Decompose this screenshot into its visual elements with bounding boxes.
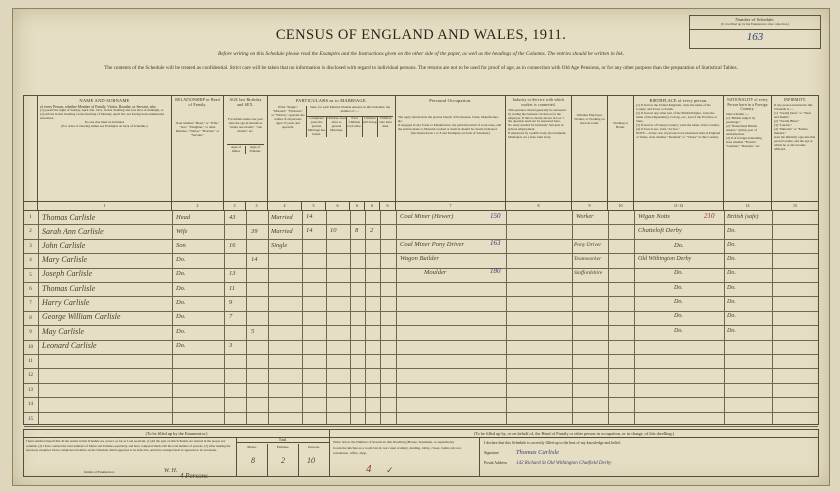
census-table (23, 95, 819, 425)
colnum-7: 7 (396, 202, 506, 210)
entry-4-occupation: Wagon Builder (400, 255, 439, 262)
row-number: 15 (28, 416, 33, 422)
schedule-number-label: Number of Schedule. (735, 17, 775, 22)
entry-6-age-male: 11 (229, 285, 236, 292)
entry-7-birthplace: Do. (674, 299, 683, 305)
colnum-10: 10 (608, 202, 634, 210)
footer-left-caption: (To be filled up by the Enumerator.) (24, 430, 329, 438)
page-title: CENSUS OF ENGLAND AND WALES, 1911. (275, 27, 567, 43)
entry-5-name: Joseph Carlisle (42, 269, 92, 278)
entry-1-marriage-years: 14 (306, 213, 313, 220)
header-col-15-infirmity: INFIRMITY. If any person included in this Schedule is :— (1) "Totally Deaf," or "Deaf and Dumb," (2) "Totally Blind," (3) "Lunatic," (4) "Imbecile" or "Feeble-minded," state the infirmity opposite that person's name, and the age at which he or she became afflicted. (774, 98, 816, 151)
footer-enumerator-text: I have satisfied myself that all the entries in this Schedule are correct, so far as I can ascertain. (1) All the ages on this Schedule are entered in the proper sex columns. (2) I have counted the total numbers of Males and Females separately, and have compared them with the total number of persons. (3) After making the necessary enquiries I have completed all entries on the Schedule which appeared to be defective, and have arranged such as appeared to be erroneous. (26, 439, 231, 453)
entry-3-birthplace: Do. (674, 242, 684, 249)
footer-rooms-block (330, 438, 480, 476)
entry-3-nationality: Do. (727, 242, 736, 248)
entry-9-nationality: Do. (727, 328, 736, 334)
entry-5-employment-status: Staffordshire (574, 270, 603, 276)
entry-10-name: Leonard Carlisle (42, 341, 97, 350)
header-col-9-employment-status: Whether Employer, Worker, or Working on Own Account. (572, 96, 608, 210)
footer-declaration-text: I declare that this Schedule is correctly filled up to the best of my knowledge and belief. (484, 441, 622, 445)
entry-7-relationship: Do. (176, 299, 186, 306)
entry-9-birthplace: Do. (674, 328, 683, 334)
entry-3-marital: Single (271, 242, 288, 249)
footer-total-males-label: Males. (237, 444, 268, 476)
entry-7-nationality: Do. (727, 299, 736, 305)
footer-totals-header: Total. (237, 438, 329, 443)
footer-initials-value: W. H. (164, 468, 178, 474)
header-col-14-nationality: NATIONALITY of every Person born in a Foreign Country. State whether :— (1) "British subject by parentage." (2) "Naturalised British subject," giving year of naturalization. (3) If of foreign nationality, state whether "French," "German," "Russian," etc. (724, 96, 772, 210)
entry-2-nationality: Do. (727, 228, 736, 234)
footer-initials-label: Initials of Enumerator. (84, 470, 115, 474)
colnum-9: 9 (572, 202, 608, 210)
entry-9-name: May Carlisle (42, 327, 84, 336)
row-number: 11 (28, 359, 33, 364)
entry-6-name: Thomas Carlisle (42, 284, 96, 293)
colnum-6a: 6 (350, 202, 365, 210)
colnum-14: 14 (724, 202, 772, 210)
entry-2-birthplace: Chatteloft Derby (638, 227, 682, 234)
entry-8-birthplace: Do. (674, 313, 683, 319)
colnum-5: 5 (302, 202, 326, 210)
entry-3-relationship: Son (176, 242, 186, 249)
footer-signature-label: Signature (484, 451, 499, 456)
row-number: 10 (28, 344, 33, 350)
check-mark-icon: ✓ (386, 465, 394, 475)
entry-1-name: Thomas Carlisle (42, 213, 96, 222)
header-col-7-occupation: Personal Occupation. The reply should state the precise branch of Profession, Trade, Manufacture, &c. If engaged in any Trade or Manufacture, the particular kind of work done, and the Article made or Material worked or dealt in should be clearly indicated. (See Instructions 1 to 8 and Examples on back of Schedule.) (396, 96, 506, 210)
row-number: 2 (29, 229, 32, 235)
entry-4-birthplace: Old Withington Derby (638, 256, 692, 262)
entry-6-birthplace: Do. (674, 285, 683, 291)
entry-2-name: Sarah Ann Carlisle (42, 227, 104, 236)
entry-2-marriage-years: 14 (306, 227, 313, 234)
entry-3-occupation: Coal Miner Pony Driver (400, 241, 465, 248)
entry-1-nationality: British (safe) (727, 214, 759, 220)
colnum-2: 2 (172, 202, 224, 210)
row-number: 14 (28, 402, 33, 408)
entry-3-employment-status: Pony Driver (574, 242, 602, 248)
entry-rows (24, 211, 818, 424)
row-number: 13 (28, 387, 33, 393)
schedule-number-note: (To be filled up by the Enumerator after collection.) (720, 21, 790, 26)
row-number: 5 (29, 272, 32, 278)
entry-7-age-male: 9 (229, 299, 233, 306)
entry-8-nationality: Do. (727, 313, 736, 319)
colnum-6: 6 (326, 202, 350, 210)
header-col-11-13-birthplace: BIRTHPLACE of every person. (1) If born in the United Kingdom, write the name of the County, and Town or Parish. (2) If born in any other part of the British Empire, write the name of the Dependency, Colony, etc., and of the Province or State. (3) If born in a Foreign Country, write the name of the Country. (4) If born at sea, write "At Sea." NOTE.—In the case of persons born elsewhere than in England or Wales, state whether "Resident" or "Visitor" in this Country. (634, 96, 724, 210)
entry-2-children-living: 8 (355, 227, 359, 234)
entry-10-relationship: Do. (176, 342, 186, 349)
footer-enumerator-block (24, 430, 330, 476)
column-number-strip (24, 201, 818, 210)
row-number: 12 (28, 373, 33, 379)
footer-total-females-label: Females. (268, 444, 299, 476)
entry-1-birthplace-code: 210 (704, 212, 715, 220)
entry-6-nationality: Do. (727, 285, 736, 291)
entry-5-occupation: Moulder (424, 269, 447, 276)
colnum-4: 4 (268, 202, 302, 210)
schedule-number-value: 163 (746, 30, 764, 43)
entry-2-children-died: 2 (370, 227, 374, 234)
entry-2-relationship: Wife (176, 228, 188, 235)
entry-2-marital: Married (271, 228, 293, 235)
entry-7-name: Harry Carlisle (42, 298, 90, 307)
entry-8-relationship: Do. (176, 313, 186, 320)
footer-signature-value: Thomas Carlisle (515, 449, 560, 457)
entry-8-name: George William Carlisle (42, 312, 121, 321)
entry-3-name: John Carlisle (42, 241, 86, 250)
entry-3-age-male: 16 (229, 242, 236, 249)
colnum-3a: 3 (224, 202, 246, 210)
footer-declaration-block (480, 438, 818, 476)
footer-total-males-value: 8 (251, 456, 255, 465)
footer-total-persons-label: Persons. (308, 445, 320, 449)
footer-address-value: 142 Richard St Old Withington Chatfield Derby (516, 460, 612, 466)
entry-1-relationship: Head (176, 214, 191, 221)
entry-9-age-female: 5 (251, 328, 255, 335)
footer-totals-table (236, 438, 329, 476)
entry-5-birthplace: Do. (674, 270, 683, 276)
entry-10-age-male: 3 (229, 342, 233, 349)
footer-total-females-value: 2 (281, 456, 285, 465)
entry-4-employment-status: Teamworker (574, 256, 602, 262)
header-col-4-6-marriage: PARTICULARS as to MARRIAGE. Write "Single," "Married," "Widower," or "Widow," opposite the names of all persons aged 15 years and upwards. State, for each Married Woman entered on this Schedule, the number of :— Completed years the present Marriage has lasted. Children born alive to present Marriage. Total Children born alive. Children still living. Children who have died. (268, 96, 396, 210)
footer (23, 429, 819, 480)
instruction-confidential: The contents of the Schedule will be treated as confidential. Strict care will be taken that no information is disclosed with regard to individual persons. The returns are not to be used for proof of age, as in connection with Old Age Pensions, or for any other purpose than the preparation of Statistical Tables. (104, 65, 738, 71)
entry-2-children-total: 10 (330, 227, 337, 234)
entry-6-relationship: Do. (176, 285, 186, 292)
row-number: 3 (29, 243, 32, 249)
entry-2-age-female: 39 (251, 228, 258, 235)
colnum-15: 15 (793, 203, 797, 208)
row-number: 6 (29, 287, 32, 292)
footer-total-persons-value: 10 (307, 456, 315, 465)
footer-rooms-text: Count the kitchen as a room but do not count scullery, landing, lobby, closet, bathroom; nor warehouse, office, shop. (333, 445, 462, 455)
footer-address-label: Postal Address (484, 460, 508, 465)
entry-4-age-female: 14 (251, 256, 258, 263)
row-number: 1 (29, 215, 32, 220)
entry-1-marital: Married (271, 214, 293, 221)
row-number: 4 (29, 258, 32, 264)
colnum-1: 1 (38, 202, 172, 210)
footer-persons-note: 4 Persons (180, 472, 208, 480)
entry-5-age-male: 13 (229, 270, 236, 277)
entry-4-name: Mary Carlisle (42, 255, 88, 264)
entry-4-relationship: Do. (176, 256, 186, 263)
entry-4-nationality: Do. (727, 256, 736, 262)
entry-1-employment-status: Worker (576, 214, 594, 220)
entry-1-birthplace: Wigan Notts (638, 213, 670, 220)
header-col-10-working-at-home: Working at Home. (608, 96, 634, 210)
column-headers (24, 96, 818, 211)
entry-9-relationship: Do. (176, 328, 186, 335)
entry-3-occupation-code: 163 (490, 239, 501, 247)
entry-5-nationality: Do. (727, 270, 736, 276)
instruction-read-examples: Before writing on this Schedule please read the Examples and the Instructions given on the other side of the paper, as well as the headings of the Columns. The entries should be written in Ink. (217, 51, 625, 57)
colnum-6b: 6 (365, 202, 380, 210)
colnum-3b: 3 (246, 202, 268, 210)
entry-1-age-male: 43 (229, 214, 236, 221)
entry-1-occupation: Coal Miner (Hewer) (400, 213, 454, 220)
row-number: 9 (29, 330, 32, 336)
entry-5-relationship: Do. (176, 270, 186, 277)
entry-5-occupation-code: 180 (490, 267, 501, 275)
header-col-3-age-sex: AGE last Birthday and SEX. For infants under one year state the age in months as "under one month," "one month," etc. Ages of Males Ages of Females (224, 96, 268, 210)
entry-8-age-male: 7 (229, 313, 233, 320)
row-number: 7 (29, 301, 32, 307)
footer-rooms-title: Write below the Number of Rooms in this Dwelling (House, Tenement, or Apartment). (333, 440, 455, 444)
colnum-6c: 6 (380, 202, 396, 210)
footer-rooms-value: 4 (366, 463, 372, 475)
entry-1-occupation-code: 150 (490, 212, 501, 220)
colnum-8: 8 (506, 202, 572, 210)
header-col-2-relationship: RELATIONSHIP to Head of Family. State whether "Head," or "Wife," "Son," "Daughter," or other Relative, "Visitor," "Boarder," or "Servant." (172, 96, 224, 210)
header-col-1-name: NAME AND SURNAME of every Person, whether Member of Family, Visitor, Boarder, or Servant, who (1) passed the night of Sunday, April 2nd, 1911, in this dwelling and was alive at midnight, or (2) arrived in this dwelling on the morning of Monday, April 3rd, not having been enumerated elsewhere. No one else must be included. (For order of entering names see Examples on back of Schedule.) (38, 96, 172, 210)
colnum-11-13: 11-13 (634, 202, 724, 210)
header-col-8-industry: Industry or Service with which worker is connected. This question should generally be answered by stating the business carried on by the employer. If this is clearly shown in Col. 7 the question need not be answered here. No entry needed for Domestic Servants in private employment. If employed by a public body (Government, Municipal, etc.) state what body. (506, 96, 572, 210)
row-number: 8 (29, 315, 32, 321)
footer-right-caption: (To be filled up by, or on behalf of, the Head of Family or other person in occupation, or in charge, of this dwelling.) (330, 430, 818, 438)
paper-sheet (12, 8, 830, 486)
